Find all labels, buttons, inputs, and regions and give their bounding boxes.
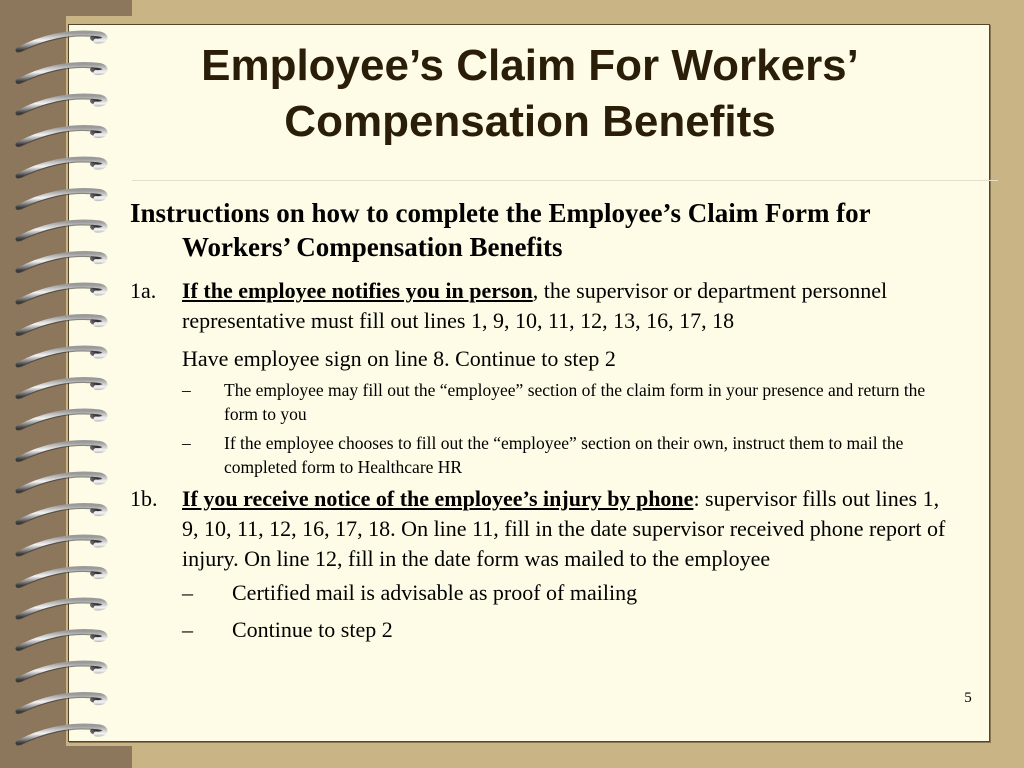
list-item: [130, 431, 960, 479]
step-1b-text: [182, 486, 945, 571]
spiral-coil: [18, 190, 106, 209]
step-1a-note: Have employee sign on line 8. Continue to step 2: [182, 346, 616, 371]
spiral-coil: [18, 159, 106, 178]
spiral-coil: [18, 568, 106, 587]
step-1b-sub-list: [130, 578, 960, 645]
title-line-2: Compensation Benefits: [284, 97, 776, 146]
spiral-coil: [18, 537, 106, 556]
page-number: 5: [964, 690, 972, 706]
step-1a-rest: , the supervisor or department personnel representative must fill out lines 1, 9, 10, 11, 12, 13, 16, 17, 18: [182, 278, 888, 333]
dash-bullet: –: [182, 617, 193, 642]
step-1a-lead: If the employee notifies you in person: [182, 278, 533, 303]
step-1a-sub-list: [130, 378, 960, 479]
dash-bullet: –: [182, 380, 191, 400]
spiral-coil: [18, 505, 106, 524]
sub-item-text: If the employee chooses to fill out the “employee” section on their own, instruct them to mail the completed form to Healthcare HR: [224, 433, 904, 477]
spiral-coil: [18, 600, 106, 619]
sub-item-text: The employee may fill out the “employee” section of the claim form in your presence and return the form to you: [224, 380, 926, 424]
dash-bullet: –: [182, 433, 191, 453]
dash-bullet: –: [182, 580, 193, 605]
title-line-1: Employee’s Claim For Workers’: [201, 41, 859, 90]
spiral-coil: [18, 253, 106, 272]
step-1b-number: 1b.: [130, 486, 158, 511]
slide-title: [80, 38, 980, 150]
step-1b: [130, 484, 960, 574]
spiral-coil: [18, 474, 106, 493]
spiral-coil: [18, 663, 106, 682]
spiral-coil: [18, 285, 106, 304]
sub-item-text: Certified mail is advisable as proof of mailing: [232, 580, 638, 605]
title-divider: [132, 180, 998, 181]
spiral-coil: [18, 348, 106, 367]
list-item: [130, 615, 960, 645]
spiral-coil: [18, 631, 106, 650]
spiral-coil: [18, 411, 106, 430]
spiral-coil: [18, 316, 106, 335]
spiral-coil: [18, 379, 106, 398]
step-1b-lead: If you receive notice of the employee’s injury by phone: [182, 486, 694, 511]
spiral-coil: [18, 222, 106, 241]
spiral-coil: [18, 442, 106, 461]
step-1b-rest: : supervisor fills out lines 1, 9, 10, 11, 12, 16, 17, 18. On line 11, fill in the date supervisor received phone report of injury. On line 12, fill in the date form was mailed to the employee: [182, 486, 946, 571]
slide-body: [130, 196, 960, 652]
step-1a-number: 1a.: [130, 278, 157, 303]
list-item: [130, 378, 960, 426]
step-1a: [130, 276, 960, 336]
sub-item-text: Continue to step 2: [232, 617, 393, 642]
instructions-heading: Instructions on how to complete the Employee’s Claim Form for Workers’ Compensation Benefits: [130, 198, 871, 262]
spiral-coil: [18, 694, 106, 713]
list-item: [130, 578, 960, 608]
spiral-coil: [18, 726, 106, 745]
step-1a-text: [182, 278, 887, 333]
